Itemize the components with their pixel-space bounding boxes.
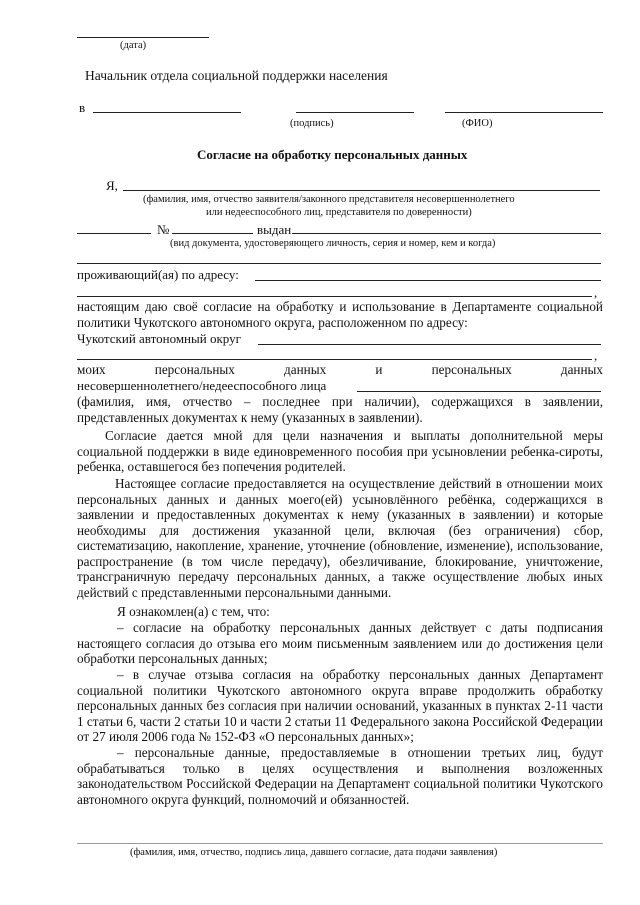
doc-caption: (вид документа, удостоверяющего личность, серия и номер, кем и когда) <box>170 238 496 249</box>
date-line[interactable] <box>77 37 209 38</box>
footer-caption: (фамилия, имя, отчество, подпись лица, давшего согласие, дата подачи заявления) <box>130 847 498 858</box>
fio-caption: (ФИО) <box>462 118 493 129</box>
item-2: – в случае отзыва согласия на обработку персональных данных Департамент социальной политики Чукотского автономного округа вправе продолжить обработку персональных данных без согласия при наличии оснований, указанных в пунктах 2-11 части 1 статьи 6, части 2 статьи 10 и части 2 статьи 11 Федерального закона Российской Федерации от 27 июля 2006 года № 152-ФЗ «О персональных данных»; <box>77 667 603 744</box>
date-caption: (дата) <box>120 40 147 51</box>
district-label: Чукотский автономный округ <box>77 331 241 346</box>
department-line[interactable] <box>93 112 241 113</box>
issued-label: выдан <box>257 222 292 237</box>
in-prefix: в <box>79 100 86 115</box>
consent-intro: настоящим даю своё согласие на обработку и использование в Департаменте социальной политики Чукотского автономного округа, расположенном по адресу: <box>77 299 603 330</box>
document-title: Согласие на обработку персональных данных <box>197 147 468 162</box>
address-comma: , <box>594 285 598 300</box>
address-label: проживающий(ая) по адресу: <box>77 267 239 282</box>
number-label: № <box>157 222 170 237</box>
item-3: – персональные данные, предоставляемые в отношении третьих лиц, будут обрабатываться только в целях осуществления и выполнения возложенных законодательством Российской Федерации на Департамент социальной политики Чукотского автономного округа функций, полномочий и обязанностей. <box>77 745 603 807</box>
department-address-line[interactable] <box>258 344 601 345</box>
minor-label: несовершеннолетнего/недееспособного лица <box>77 378 327 393</box>
item-1: – согласие на обработку персональных данных действует с даты подписания настоящего согласия до отзыва его моим письменным заявлением или до достижения цели обработки персональных данных; <box>77 620 603 666</box>
doc-extra-line[interactable] <box>77 263 601 264</box>
minor-name-line[interactable] <box>357 391 601 392</box>
actions-paragraph: Настоящее согласие предоставляется на осуществление действий в отношении моих персональных данных и данных моего(ей) усыновлённого ребёнка, содержащихся в заявлении и предоставленных документах к нему (указанных в заявлении) и которые необходимы для достижения указанной цели, включая (без ограничения) сбор, систематизацию, накопление, хранение, уточнение (обновление, изменение), использование, распространение (в том числе передачу), обезличивание, блокирование, уничтожение, трансграничную передачу персональных данных, а также осуществление любых иных действий с представленными персональными данными. <box>77 476 603 600</box>
signature-caption: (подпись) <box>290 118 334 129</box>
footer-signature-line[interactable] <box>77 843 603 844</box>
acknowledged-text: Я ознакомлен(а) с тем, что: <box>117 604 270 619</box>
department-address-line-2[interactable] <box>77 359 592 360</box>
applicant-prefix: Я, <box>106 178 118 193</box>
fio-tail: (фамилия, имя, отчество – последнее при наличии), содержащихся в заявлении, представленных документах к нему (указанных в заявлении). <box>77 394 603 425</box>
issued-by-line[interactable] <box>292 233 601 234</box>
mine-data-line: моих персональных данных и персональных данных <box>77 362 603 377</box>
doc-type-line[interactable] <box>77 233 151 234</box>
purpose-paragraph: Согласие дается мной для цели назначения и выплаты дополнительной меры социальной поддержки в виде единовременного пособия при усыновлении ребенка-сироты, ребенка, оставшегося без попечения родителей. <box>77 428 603 474</box>
applicant-caption-1: (фамилия, имя, отчество заявителя/законного представителя несовершеннолетнего <box>143 194 515 205</box>
doc-number-line[interactable] <box>172 233 253 234</box>
applicant-name-line[interactable] <box>123 190 600 191</box>
signature-line[interactable] <box>296 112 414 113</box>
address-line-1[interactable] <box>255 280 601 281</box>
department-address-comma: , <box>594 348 598 363</box>
applicant-caption-2: или недееспособного лиц, представителя по доверенности) <box>206 207 472 218</box>
fio-line[interactable] <box>445 112 603 113</box>
address-line-2[interactable] <box>77 296 592 297</box>
addressee-text: Начальник отдела социальной поддержки населения <box>85 68 388 83</box>
